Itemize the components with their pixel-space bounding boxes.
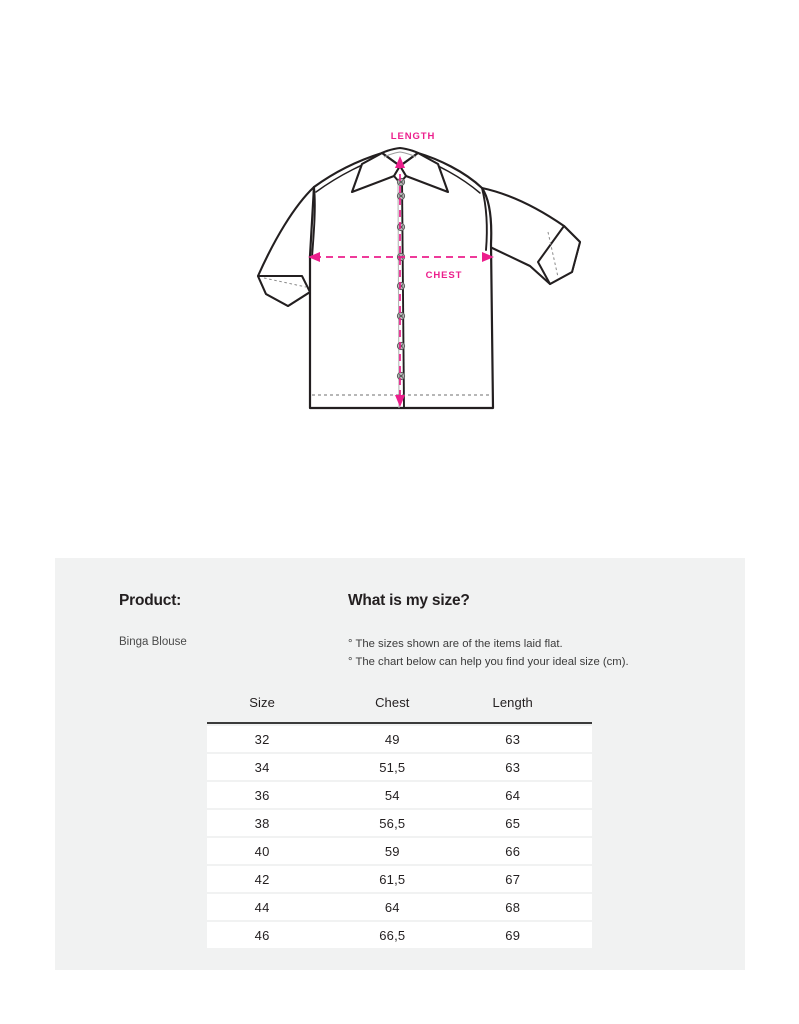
garment-technical-drawing [248,126,596,431]
button [397,342,404,349]
sizing-heading: What is my size? [348,592,470,609]
table-row [207,894,592,920]
table-cell-length: 63 [463,726,592,752]
size-chart-table-wrapper [207,693,592,950]
table-cell-size: 42 [207,866,335,892]
column-header-size: Size [249,695,275,710]
button [397,372,404,379]
table-row [207,810,592,836]
header-rule-cell [463,722,592,724]
length-label: LENGTH [390,131,436,142]
table-cell-size: 34 [207,754,335,780]
table-cell-size: 40 [207,838,335,864]
table-row [207,782,592,808]
table-cell-length: 67 [463,866,592,892]
button [397,223,404,230]
column-header-length: Length [492,695,533,710]
table-row [207,754,592,780]
size-chart-body [207,726,592,948]
table-cell-length: 65 [463,810,592,836]
table-cell-size: 38 [207,810,335,836]
info-panel [55,558,745,970]
table-cell-chest: 64 [335,894,463,920]
size-chart-table [207,693,592,950]
table-cell-length: 68 [463,894,592,920]
table-cell-chest: 49 [335,726,463,752]
table-row [207,726,592,752]
table-cell-length: 63 [463,754,592,780]
table-cell-size: 32 [207,726,335,752]
table-cell-chest: 54 [335,782,463,808]
column-header-chest: Chest [375,695,410,710]
table-cell-chest: 66,5 [335,922,463,948]
header-rule-cell [207,722,335,724]
table-cell-length: 69 [463,922,592,948]
table-cell-chest: 56,5 [335,810,463,836]
header-rule-cell [335,722,463,724]
button [397,312,404,319]
chest-label: CHEST [425,270,463,281]
table-cell-size: 44 [207,894,335,920]
product-column [119,592,339,650]
table-row [207,866,592,892]
table-row [207,838,592,864]
table-cell-chest: 59 [335,838,463,864]
table-cell-chest: 51,5 [335,754,463,780]
size-chart-head [207,695,592,724]
button [397,192,404,199]
table-cell-chest: 61,5 [335,866,463,892]
table-cell-length: 66 [463,838,592,864]
header-divider-rule [207,722,592,724]
table-row [207,922,592,948]
table-cell-size: 46 [207,922,335,948]
product-heading: Product: [119,592,182,609]
sizing-note: ° The chart below can help you find your ideal size (cm). [348,656,629,669]
left-cuff [258,276,310,306]
product-name: Binga Blouse [119,636,187,649]
table-cell-length: 64 [463,782,592,808]
table-header-row [207,695,592,720]
button [397,178,404,185]
button [397,282,404,289]
table-cell-size: 36 [207,782,335,808]
sizing-note: ° The sizes shown are of the items laid flat. [348,638,563,651]
sizing-column [348,592,718,672]
